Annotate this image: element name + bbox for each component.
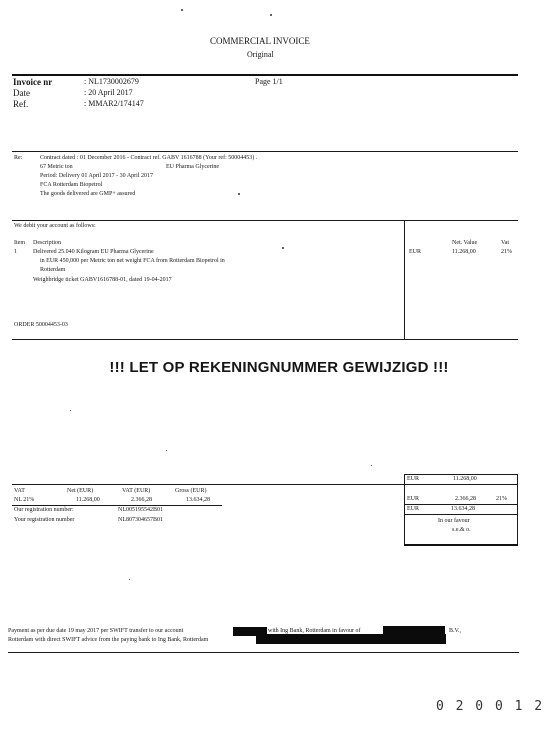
totals-header-net: Net (EUR) [67, 488, 94, 494]
document-stamp-number: 0 2 0 0 1 2 [436, 699, 545, 714]
scan-speck [282, 247, 284, 249]
summary-total-currency: EUR [407, 506, 419, 512]
summary-row-divider-3 [404, 514, 517, 515]
summary-row-divider-2 [404, 504, 517, 505]
header-top-rule [12, 74, 518, 76]
payment-line-1c: B.V., [449, 628, 462, 634]
payment-bottom-rule [8, 652, 519, 653]
summary-net-amount: 11.268,00 [453, 476, 477, 482]
col-header-net-value: Net. Value [452, 240, 478, 246]
invoice-number-value: : NL1730002679 [84, 77, 139, 86]
re-quantity: 67 Metric ton [40, 164, 73, 170]
order-reference: ORDER 50004453-03 [14, 322, 68, 328]
totals-gross-value: 13.634,28 [186, 497, 210, 503]
totals-top-rule [12, 484, 404, 485]
debit-top-rule [12, 220, 518, 221]
summary-vat-amount: 2.366,28 [455, 496, 476, 502]
debit-bottom-rule [12, 339, 518, 340]
summary-bottom-rule [404, 544, 518, 546]
summary-net-currency: EUR [407, 476, 419, 482]
redaction-routing [256, 634, 446, 644]
scan-speck [371, 465, 372, 466]
page-number: Page 1/1 [255, 77, 283, 86]
totals-header-vat-amount: VAT (EUR) [122, 488, 151, 494]
scan-speck [70, 410, 71, 411]
totals-header-gross: Gross (EUR) [175, 488, 207, 494]
totals-net-value: 11.268,00 [76, 497, 100, 503]
re-gmp-note: The goods delivered are GMP+ assured [40, 191, 136, 197]
scan-speck [181, 9, 183, 11]
your-registration-label: Your registration number [14, 517, 75, 523]
ref-label: Ref. [13, 99, 29, 109]
your-registration-number: NL807304657B01 [118, 517, 163, 523]
document-subtitle: Original [247, 50, 274, 59]
re-product: EU Pharma Glycerine [166, 164, 219, 170]
date-label: Date [13, 88, 30, 98]
summary-vat-rate: 21% [496, 496, 507, 502]
scan-speck [270, 14, 272, 16]
line-item-desc-2: in EUR 450,000 per Metric ton net weight FCA from Rotterdam Biopetrol in [40, 258, 225, 264]
payment-line-1a: Payment as per due date 19 may 2017 per SWIFT transfer to our account [8, 628, 184, 634]
totals-vat-value: 2.366,28 [131, 497, 152, 503]
summary-favour-line-1: In our favour [438, 518, 470, 524]
re-contract-line: Contract dated : 01 December 2016 - Contract ref. GABV 1616788 (Your ref: 50004453) . [40, 155, 258, 161]
summary-favour-line-2: s.e.& o. [452, 527, 471, 533]
col-header-vat: Vat [501, 240, 509, 246]
document-title: COMMERCIAL INVOICE [210, 36, 310, 46]
scan-speck [166, 450, 167, 451]
line-item-vat: 21% [501, 249, 512, 255]
debit-column-divider [404, 220, 405, 339]
col-header-description: Description [33, 240, 61, 246]
line-item-desc-4: Weighbridge ticket GABV1616788-01, dated 19-04-2017 [33, 277, 172, 283]
ref-value: : MMAR2/174147 [84, 99, 144, 108]
line-item-desc-1: Delivered 25.040 Kilogram EU Pharma Glycerine [33, 249, 154, 255]
invoice-number-label: Invoice nr [13, 77, 53, 87]
totals-header-vat: VAT [14, 488, 25, 494]
account-changed-notice: !!! LET OP REKENINGNUMMER GEWIJZIGD !!! [109, 359, 449, 376]
totals-vat-code: NL 21% [14, 497, 35, 503]
line-item-number: 1 [14, 249, 17, 255]
summary-vat-currency: EUR [407, 496, 419, 502]
line-item-desc-3: Rotterdam [40, 267, 66, 273]
our-registration-number: NL005195542B01 [118, 507, 163, 513]
re-period: Period: Delivery 01 April 2017 - 30 April 2017 [40, 173, 153, 179]
payment-line-1b: with Ing Bank, Rotterdam in favour of [268, 628, 361, 634]
scan-speck [238, 193, 240, 195]
debit-intro: We debit your account as follows: [14, 223, 96, 229]
re-label: Re: [14, 155, 23, 161]
col-header-item: Item [14, 240, 25, 246]
re-top-rule [12, 151, 518, 152]
scan-speck [129, 579, 130, 580]
our-registration-label: Our registration number: [14, 507, 74, 513]
totals-values-rule [12, 505, 222, 506]
summary-total-amount: 13.634,28 [451, 506, 475, 512]
summary-row-divider-1 [404, 484, 517, 485]
line-item-currency: EUR [409, 249, 421, 255]
payment-line-2: Rotterdam with direct SWIFT advice from the paying bank to Ing Bank, Rotterdam [8, 637, 209, 643]
line-item-net-value: 11.268,00 [452, 249, 476, 255]
re-incoterm: FCA Rotterdam Biopetrol [40, 182, 103, 188]
date-value: : 20 April 2017 [84, 88, 133, 97]
